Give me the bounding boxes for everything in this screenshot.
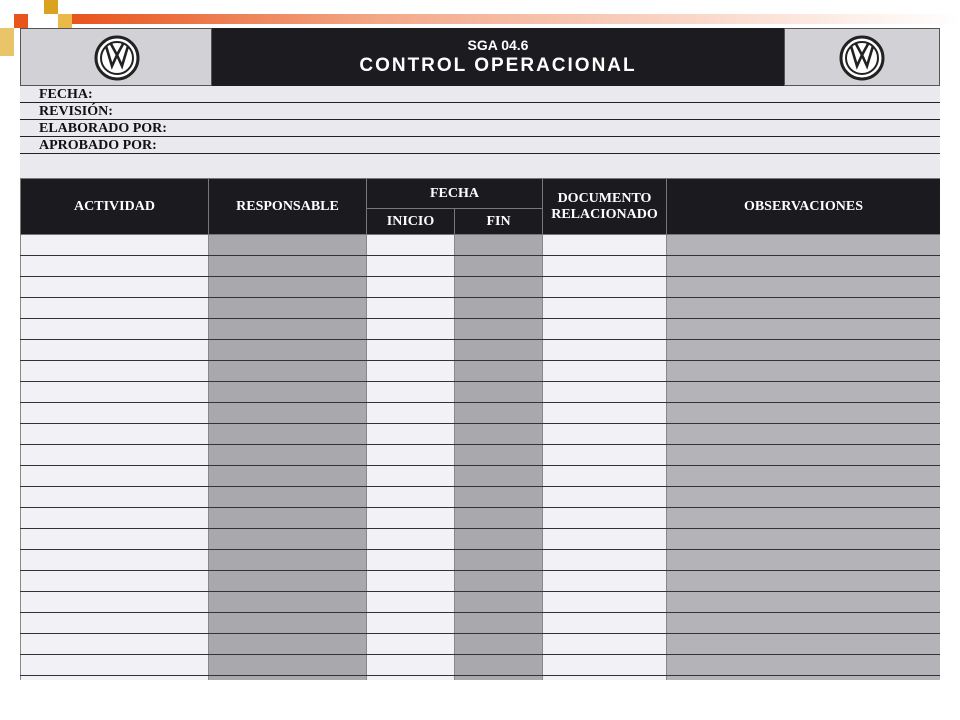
cell-fin[interactable]	[455, 256, 543, 277]
corner-block-gold-left	[0, 28, 14, 56]
cell-documento[interactable]	[543, 382, 667, 403]
table-row	[21, 277, 941, 298]
cell-responsable[interactable]	[209, 550, 367, 571]
cell-inicio[interactable]	[367, 466, 455, 487]
cell-responsable[interactable]	[209, 466, 367, 487]
cell-observaciones[interactable]	[667, 655, 941, 676]
cell-fin[interactable]	[455, 571, 543, 592]
cell-observaciones[interactable]	[667, 487, 941, 508]
cell-observaciones[interactable]	[667, 613, 941, 634]
corner-block-gold-top	[44, 0, 58, 14]
header-fin: FIN	[455, 209, 543, 235]
table-row	[21, 340, 941, 361]
cell-inicio[interactable]	[367, 676, 455, 681]
table-row	[21, 424, 941, 445]
table-row	[21, 445, 941, 466]
cell-fin[interactable]	[455, 550, 543, 571]
header-inicio: INICIO	[367, 209, 455, 235]
cell-fin[interactable]	[455, 634, 543, 655]
table-row	[21, 571, 941, 592]
cell-actividad[interactable]	[21, 508, 209, 529]
cell-actividad[interactable]	[21, 424, 209, 445]
cell-inicio[interactable]	[367, 529, 455, 550]
cell-responsable[interactable]	[209, 235, 367, 256]
table-row	[21, 529, 941, 550]
cell-inicio[interactable]	[367, 361, 455, 382]
table-row	[21, 298, 941, 319]
cell-observaciones[interactable]	[667, 466, 941, 487]
cell-fin[interactable]	[455, 277, 543, 298]
cell-inicio[interactable]	[367, 508, 455, 529]
cell-observaciones[interactable]	[667, 445, 941, 466]
table-row	[21, 382, 941, 403]
header-fecha: FECHA	[367, 179, 543, 209]
cell-actividad[interactable]	[21, 361, 209, 382]
cell-fin[interactable]	[455, 655, 543, 676]
cell-responsable[interactable]	[209, 634, 367, 655]
cell-observaciones[interactable]	[667, 592, 941, 613]
table-body	[21, 235, 941, 681]
cell-observaciones[interactable]	[667, 235, 941, 256]
cell-inicio[interactable]	[367, 382, 455, 403]
cell-inicio[interactable]	[367, 487, 455, 508]
cell-documento[interactable]	[543, 424, 667, 445]
cell-documento[interactable]	[543, 319, 667, 340]
document-code: SGA 04.6	[467, 37, 529, 53]
cell-documento[interactable]	[543, 403, 667, 424]
cell-fin[interactable]	[455, 319, 543, 340]
cell-fin[interactable]	[455, 592, 543, 613]
cell-observaciones[interactable]	[667, 340, 941, 361]
cell-inicio[interactable]	[367, 256, 455, 277]
cell-actividad[interactable]	[21, 529, 209, 550]
cell-responsable[interactable]	[209, 508, 367, 529]
table-row	[21, 634, 941, 655]
cell-actividad[interactable]	[21, 571, 209, 592]
table-row	[21, 550, 941, 571]
cell-documento[interactable]	[543, 634, 667, 655]
cell-actividad[interactable]	[21, 235, 209, 256]
title-box	[212, 28, 784, 86]
form-header	[20, 28, 940, 86]
cell-observaciones[interactable]	[667, 382, 941, 403]
cell-fin[interactable]	[455, 529, 543, 550]
cell-fin[interactable]	[455, 508, 543, 529]
cell-inicio[interactable]	[367, 655, 455, 676]
cell-inicio[interactable]	[367, 445, 455, 466]
cell-documento[interactable]	[543, 550, 667, 571]
cell-documento[interactable]	[543, 613, 667, 634]
cell-inicio[interactable]	[367, 319, 455, 340]
cell-responsable[interactable]	[209, 445, 367, 466]
cell-observaciones[interactable]	[667, 298, 941, 319]
cell-documento[interactable]	[543, 466, 667, 487]
cell-inicio[interactable]	[367, 634, 455, 655]
meta-field-aprobado: APROBADO POR:	[20, 137, 940, 154]
cell-observaciones[interactable]	[667, 424, 941, 445]
cell-observaciones[interactable]	[667, 571, 941, 592]
cell-actividad[interactable]	[21, 382, 209, 403]
cell-observaciones[interactable]	[667, 361, 941, 382]
cell-responsable[interactable]	[209, 571, 367, 592]
cell-responsable[interactable]	[209, 277, 367, 298]
form-sheet	[20, 28, 940, 680]
table-row	[21, 655, 941, 676]
cell-responsable[interactable]	[209, 256, 367, 277]
meta-fields	[20, 86, 940, 186]
cell-documento[interactable]	[543, 655, 667, 676]
cell-inicio[interactable]	[367, 592, 455, 613]
cell-actividad[interactable]	[21, 613, 209, 634]
header-documento: DOCUMENTO RELACIONADO	[543, 179, 667, 235]
cell-documento[interactable]	[543, 361, 667, 382]
cell-observaciones[interactable]	[667, 403, 941, 424]
table-row	[21, 466, 941, 487]
cell-observaciones[interactable]	[667, 676, 941, 681]
cell-actividad[interactable]	[21, 676, 209, 681]
table-row	[21, 256, 941, 277]
logo-box-left	[20, 28, 212, 86]
table-row	[21, 361, 941, 382]
vw-logo-icon	[839, 35, 885, 81]
cell-documento[interactable]	[543, 529, 667, 550]
cell-fin[interactable]	[455, 424, 543, 445]
corner-block-orange	[14, 14, 28, 28]
cell-observaciones[interactable]	[667, 319, 941, 340]
cell-inicio[interactable]	[367, 277, 455, 298]
cell-responsable[interactable]	[209, 487, 367, 508]
cell-actividad[interactable]	[21, 655, 209, 676]
cell-responsable[interactable]	[209, 613, 367, 634]
cell-documento[interactable]	[543, 571, 667, 592]
table-row	[21, 487, 941, 508]
cell-documento[interactable]	[543, 235, 667, 256]
cell-actividad[interactable]	[21, 298, 209, 319]
cell-inicio[interactable]	[367, 403, 455, 424]
cell-actividad[interactable]	[21, 487, 209, 508]
cell-inicio[interactable]	[367, 235, 455, 256]
cell-responsable[interactable]	[209, 382, 367, 403]
cell-fin[interactable]	[455, 613, 543, 634]
cell-responsable[interactable]	[209, 529, 367, 550]
cell-actividad[interactable]	[21, 277, 209, 298]
document-title: CONTROL OPERACIONAL	[359, 55, 637, 76]
logo-box-right	[784, 28, 940, 86]
cell-actividad[interactable]	[21, 445, 209, 466]
cell-documento[interactable]	[543, 256, 667, 277]
header-actividad: ACTIVIDAD	[21, 179, 209, 235]
cell-fin[interactable]	[455, 235, 543, 256]
cell-actividad[interactable]	[21, 256, 209, 277]
cell-inicio[interactable]	[367, 340, 455, 361]
corner-gradient-bar	[72, 14, 960, 24]
cell-observaciones[interactable]	[667, 529, 941, 550]
vw-logo-icon	[94, 35, 140, 81]
cell-actividad[interactable]	[21, 634, 209, 655]
cell-fin[interactable]	[455, 361, 543, 382]
cell-actividad[interactable]	[21, 550, 209, 571]
cell-fin[interactable]	[455, 382, 543, 403]
header-responsable: RESPONSABLE	[209, 179, 367, 235]
cell-inicio[interactable]	[367, 571, 455, 592]
cell-fin[interactable]	[455, 340, 543, 361]
cell-actividad[interactable]	[21, 319, 209, 340]
cell-fin[interactable]	[455, 676, 543, 681]
cell-responsable[interactable]	[209, 592, 367, 613]
cell-responsable[interactable]	[209, 298, 367, 319]
cell-actividad[interactable]	[21, 403, 209, 424]
cell-fin[interactable]	[455, 466, 543, 487]
cell-documento[interactable]	[543, 340, 667, 361]
cell-inicio[interactable]	[367, 613, 455, 634]
cell-documento[interactable]	[543, 592, 667, 613]
header-observaciones: OBSERVACIONES	[667, 179, 941, 235]
cell-documento[interactable]	[543, 676, 667, 681]
cell-responsable[interactable]	[209, 424, 367, 445]
cell-responsable[interactable]	[209, 676, 367, 681]
cell-inicio[interactable]	[367, 550, 455, 571]
cell-documento[interactable]	[543, 508, 667, 529]
table-row	[21, 592, 941, 613]
cell-observaciones[interactable]	[667, 277, 941, 298]
table-row	[21, 676, 941, 681]
cell-responsable[interactable]	[209, 655, 367, 676]
cell-observaciones[interactable]	[667, 550, 941, 571]
table-row	[21, 235, 941, 256]
cell-observaciones[interactable]	[667, 634, 941, 655]
cell-responsable[interactable]	[209, 403, 367, 424]
cell-inicio[interactable]	[367, 424, 455, 445]
meta-field-elaborado: ELABORADO POR:	[20, 120, 940, 137]
cell-fin[interactable]	[455, 445, 543, 466]
corner-block-gold-mid	[58, 14, 72, 28]
cell-fin[interactable]	[455, 487, 543, 508]
table-row	[21, 319, 941, 340]
cell-observaciones[interactable]	[667, 508, 941, 529]
cell-fin[interactable]	[455, 403, 543, 424]
cell-documento[interactable]	[543, 277, 667, 298]
cell-actividad[interactable]	[21, 340, 209, 361]
cell-actividad[interactable]	[21, 592, 209, 613]
cell-observaciones[interactable]	[667, 256, 941, 277]
table-row	[21, 508, 941, 529]
meta-field-revision: REVISIÓN:	[20, 103, 940, 120]
table-row	[21, 613, 941, 634]
cell-actividad[interactable]	[21, 466, 209, 487]
cell-responsable[interactable]	[209, 340, 367, 361]
cell-inicio[interactable]	[367, 298, 455, 319]
cell-responsable[interactable]	[209, 319, 367, 340]
cell-fin[interactable]	[455, 298, 543, 319]
cell-documento[interactable]	[543, 487, 667, 508]
cell-documento[interactable]	[543, 445, 667, 466]
cell-responsable[interactable]	[209, 361, 367, 382]
meta-field-fecha: FECHA:	[20, 86, 940, 103]
cell-documento[interactable]	[543, 298, 667, 319]
activity-table	[20, 178, 940, 680]
table-row	[21, 403, 941, 424]
